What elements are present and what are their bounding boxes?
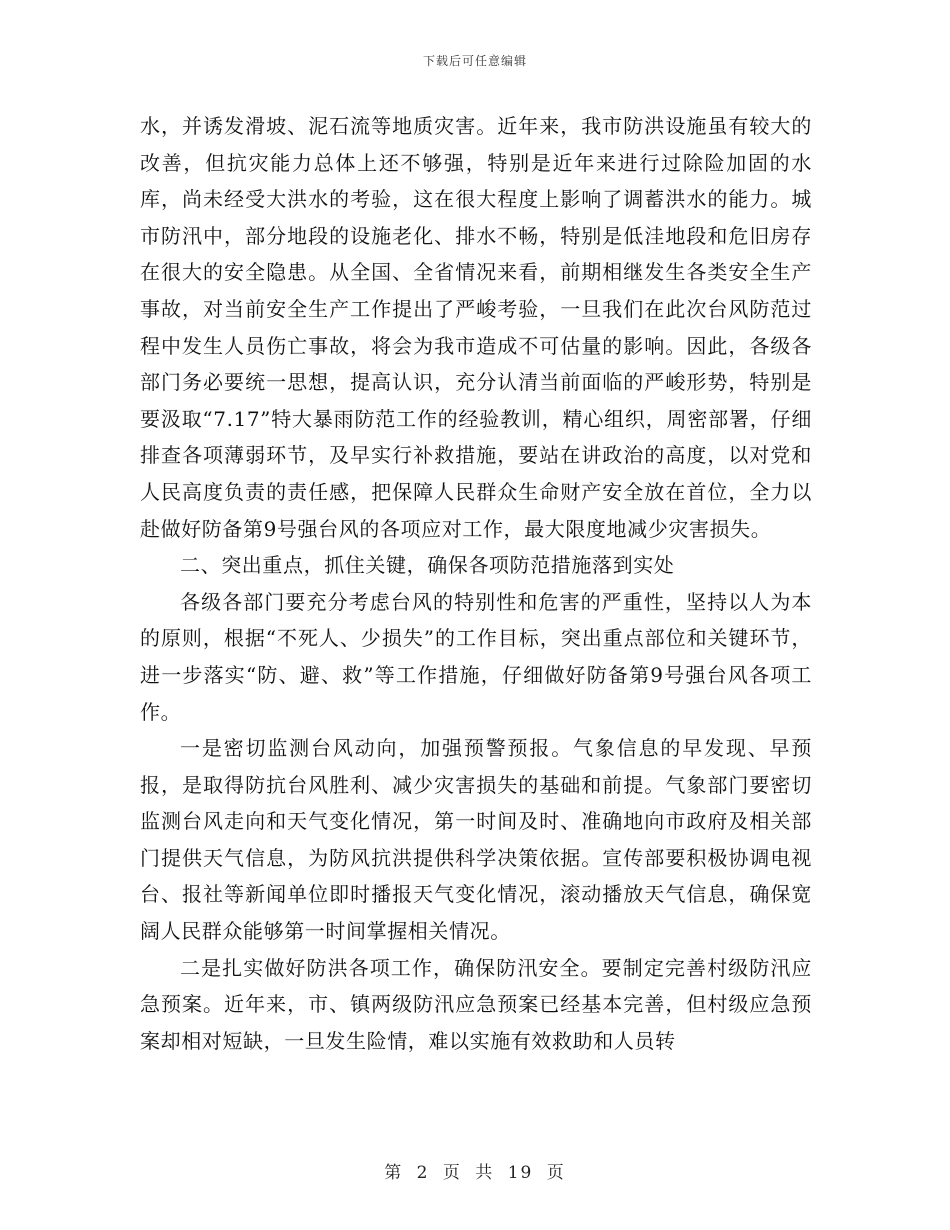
paragraph: 各级各部门要充分考虑台风的特别性和危害的严重性，坚持以人为本的原则，根据“不死人、少损失”的工作目标，突出重点部位和关键环节，进一步落实“防、避、救”等工作措施，仔细做好防备第9号强台风各项工作。 xyxy=(140,589,812,724)
paragraph-continuation: 水，并诱发滑坡、泥石流等地质灾害。近年来，我市防洪设施虽有较大的改善，但抗灾能力总体上还不够强，特别是近年来进行过除险加固的水库，尚未经受大洪水的考验，这在很大程度上影响了调蓄洪水的能力。城市防汛中，部分地段的设施老化、排水不畅，特别是低洼地段和危旧房存在很大的安全隐患。从全国、全省情况来看，前期相继发生各类安全生产事故，对当前安全生产工作提出了严峻考验，一旦我们在此次台风防范过程中发生人员伤亡事故，将会为我市造成不可估量的影响。因此，各级各部门务必要统一思想，提高认识，充分认清当前面临的严峻形势，特别是要汲取“7.17”特大暴雨防范工作的经验教训，精心组织，周密部署，仔细排查各项薄弱环节，及早实行补救措施，要站在讲政治的高度，以对党和人民高度负责的责任感，把保障人民群众生命财产安全放在首位，全力以赴做好防备第9号强台风的各项应对工作，最大限度地减少灾害损失。 xyxy=(140,114,812,541)
page-header: 下载后可任意编辑 xyxy=(422,54,527,68)
paragraph: 一是密切监测台风动向，加强预警预报。气象信息的早发现、早预报，是取得防抗台风胜利、减少灾害损失的基础和前提。气象部门要密切监测台风走向和天气变化情况，第一时间及时、准确地向市政府及相关部门提供天气信息，为防风抗洪提供科学决策依据。宣传部要积极协调电视台、报社等新闻单位即时播报天气变化情况，滚动播放天气信息，确保宽阔人民群众能够第一时间掌握相关情况。 xyxy=(140,736,812,944)
document-body xyxy=(140,108,812,1059)
page-number-footer: 第 2 页 共 19 页 xyxy=(384,1163,566,1183)
section-heading: 二、突出重点，抓住关键，确保各项防范措施落到实处 xyxy=(180,553,675,578)
paragraph: 二是扎实做好防洪各项工作，确保防汛安全。要制定完善村级防汛应急预案。近年来，市、镇两级防汛应急预案已经基本完善，但村级应急预案却相对短缺，一旦发生险情，难以实施有效救助和人员转 xyxy=(140,955,812,1053)
